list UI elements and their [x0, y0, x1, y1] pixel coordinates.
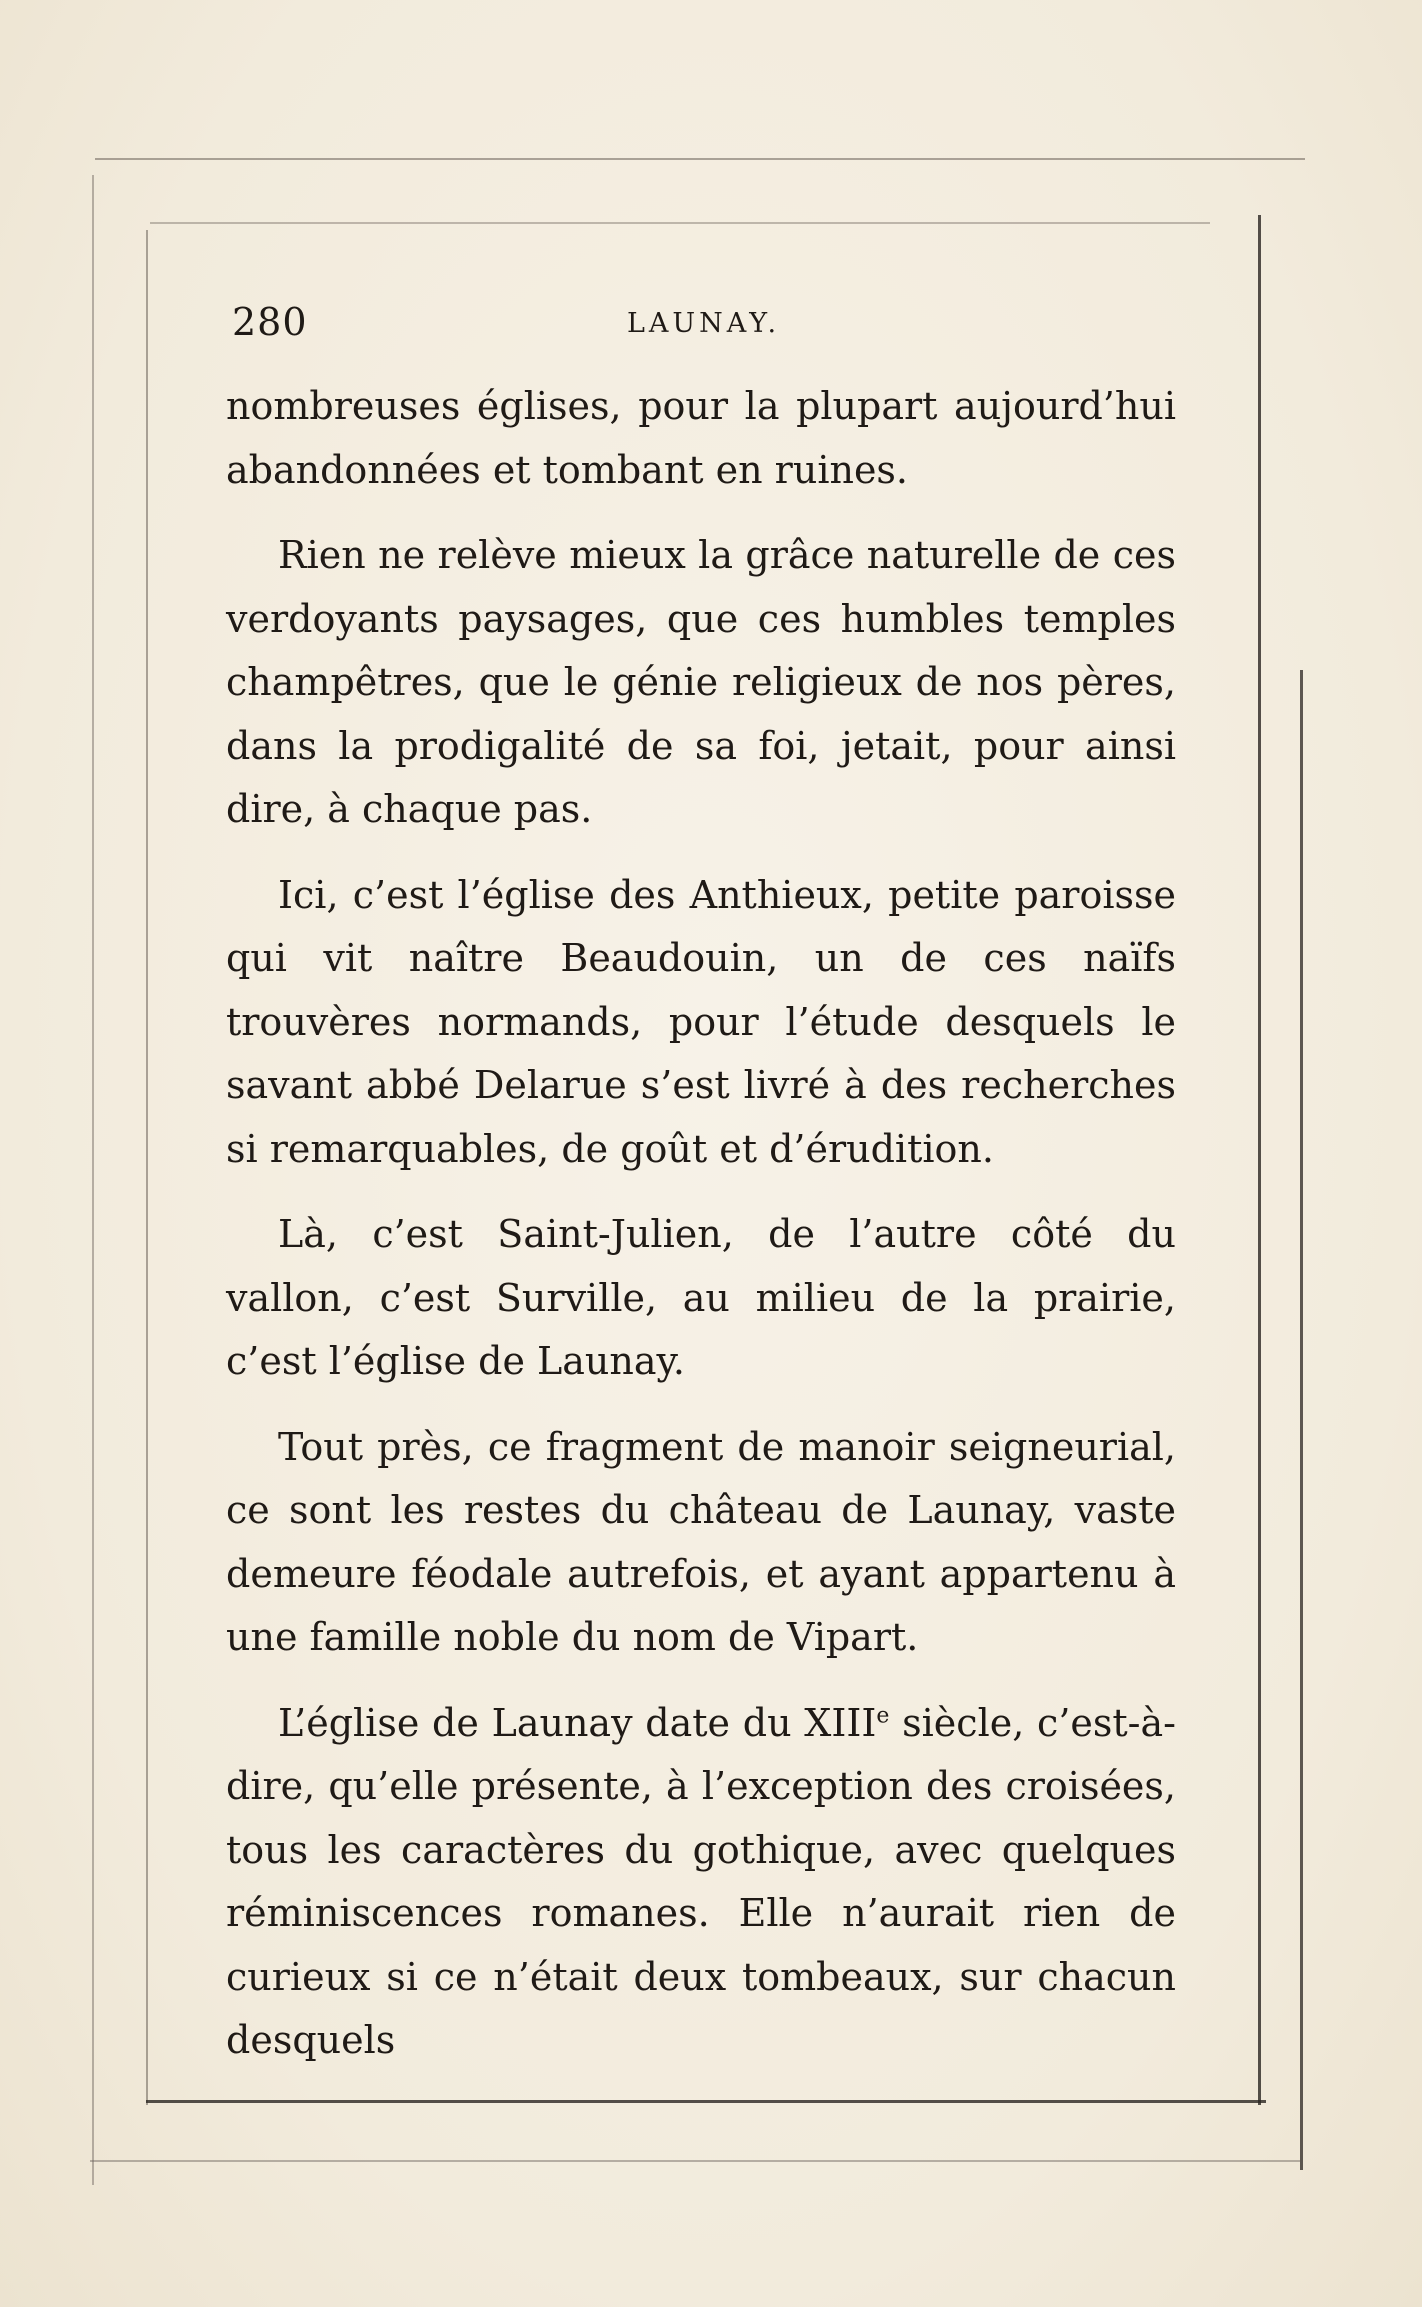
paragraph-6-start: L’église de Launay date du XIII — [278, 1700, 877, 1745]
frame-top-outer-line — [95, 158, 1305, 160]
paragraph-1: nombreuses églises, pour la plupart aujourd’hui abandonnées et tombant en ruines. — [226, 384, 1176, 492]
body-text — [226, 375, 1176, 2095]
paragraph-5: Tout près, ce fragment de manoir seigneurial, ce sont les restes du château de Launay, vaste demeure féodale autrefois, et ayant appartenu à une famille noble du nom de Vipart. — [226, 1424, 1176, 1659]
paragraph-6 — [226, 1692, 1176, 2073]
frame-right-inner-line — [1258, 215, 1261, 2105]
page-header — [232, 300, 1112, 350]
frame-bottom-outer-line — [90, 2160, 1300, 2162]
paragraph-6-rest: siècle, c’est-à-dire, qu’elle présente, à l’exception des croisées, tous les caractères du gothique, avec quelques réminiscences romanes. Elle n’aurait rien de curieux si ce n’était deux tombeaux, sur chacun desquels — [226, 1700, 1176, 2062]
frame-bottom-inner-line — [146, 2100, 1266, 2103]
paragraph-2: Rien ne relève mieux la grâce naturelle de ces verdoyants paysages, que ces humbles temples champêtres, que le génie religieux de nos pères, dans la prodigalité de sa foi, jetait, pour ainsi dire, à chaque pas. — [226, 533, 1176, 831]
frame-top-inner-line — [150, 222, 1210, 224]
frame-left-inner-line — [146, 230, 148, 2105]
century-superscript: e — [876, 1702, 890, 1728]
frame-left-outer-line — [92, 175, 94, 2185]
paragraph-4: Là, c’est Saint-Julien, de l’autre côté du vallon, c’est Surville, au milieu de la prairie, c’est l’église de Launay. — [226, 1212, 1176, 1383]
page-number: 280 — [232, 300, 308, 344]
running-title: LAUNAY. — [627, 308, 781, 339]
paragraph-3: Ici, c’est l’église des Anthieux, petite paroisse qui vit naître Beaudouin, un de ces naïfs trouvères normands, pour l’étude desquels le savant abbé Delarue s’est livré à des recherches si remarquables, de goût et d’érudition. — [226, 872, 1176, 1171]
frame-right-outer-line — [1300, 670, 1303, 2170]
